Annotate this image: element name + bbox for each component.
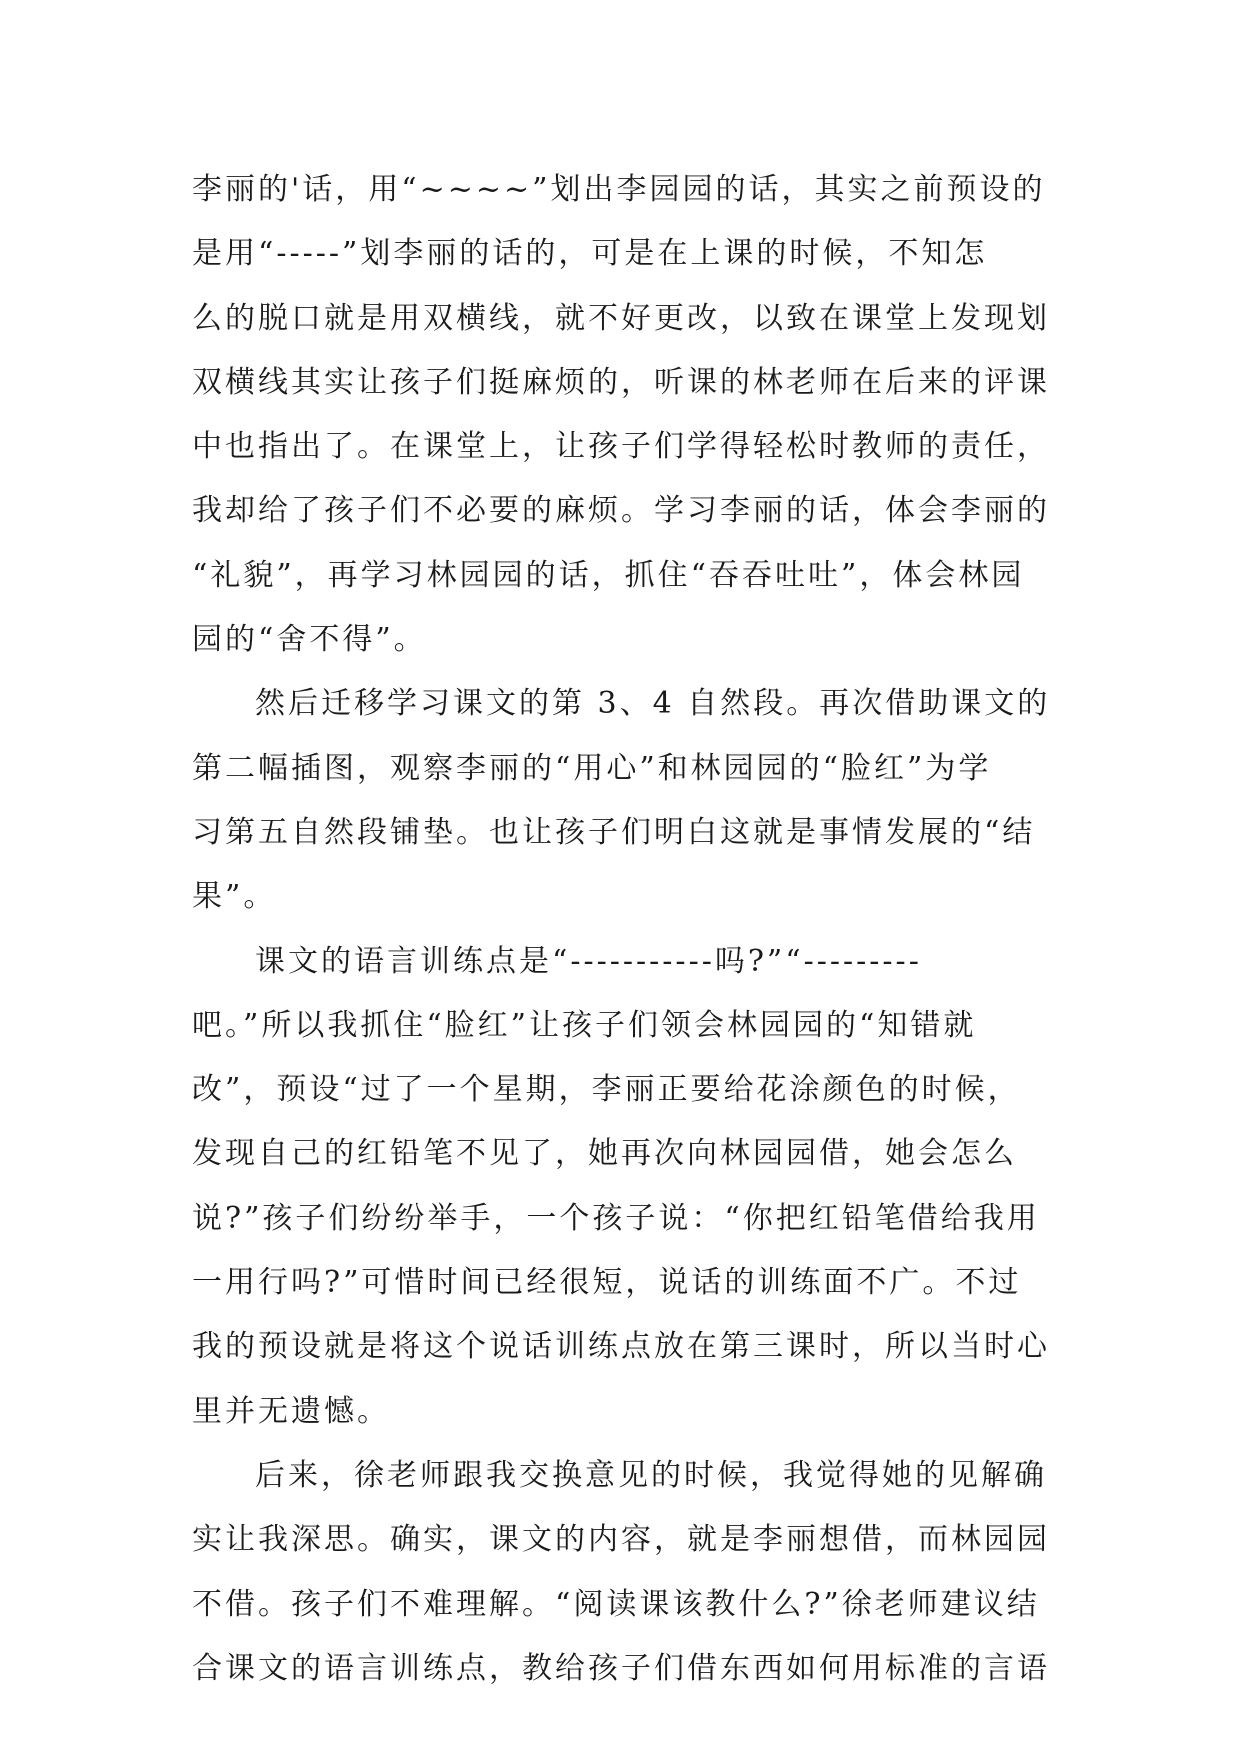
text-line: 后来，徐老师跟我交换意见的时候，我觉得她的见解确 bbox=[255, 1457, 1047, 1493]
text-line: 实让我深思。确实，课文的内容，就是李丽想借，而林园园 bbox=[192, 1522, 1050, 1558]
body-text bbox=[192, 158, 1052, 1701]
text-line: 改”，预设“过了一个星期，李丽正要给花涂颜色的时候， bbox=[192, 1072, 1021, 1108]
text-line: 李丽的'话，用“~~~~”划出李园园的话，其实之前预设的 bbox=[192, 172, 1046, 207]
text-line: 说?”孩子们纷纷举手，一个孩子说：“你把红铅笔借给我用 bbox=[192, 1200, 1040, 1236]
text-line: 双横线其实让孩子们挺麻烦的，听课的林老师在后来的评课 bbox=[192, 364, 1050, 400]
text-line: “礼貌”，再学习林园园的话，抓住“吞吞吐吐”，体会林园 bbox=[192, 557, 1025, 593]
text-line: 不借。孩子们不难理解。“阅读课该教什么?”徐老师建议结 bbox=[192, 1586, 1040, 1622]
text-line: 习第五自然段铺垫。也让孩子们明白这就是事情发展的“结 bbox=[192, 814, 1036, 850]
text-line: 发现自己的红铅笔不见了，她再次向林园园借，她会怎么 bbox=[192, 1136, 1017, 1172]
text-line: 么的脱口就是用双横线，就不好更改，以致在课堂上发现划 bbox=[192, 300, 1050, 336]
text-line: 合课文的语言训练点，教给孩子们借东西如何用标准的言语 bbox=[192, 1650, 1050, 1686]
text-line: 果”。 bbox=[192, 879, 277, 915]
text-line: 课文的语言训练点是“-----------吗?”“--------- bbox=[255, 943, 922, 979]
text-line: 然后迁移学习课文的第 3、4 自然段。再次借助课文的 bbox=[255, 686, 1051, 722]
text-line: 一用行吗?”可惜时间已经很短，说话的训练面不广。不过 bbox=[192, 1265, 1022, 1301]
text-line: 我却给了孩子们不必要的麻烦。学习李丽的话，体会李丽的 bbox=[192, 493, 1050, 529]
text-line: 是用“-----”划李丽的话的，可是在上课的时候，不知怎 bbox=[192, 236, 988, 272]
text-line: 中也指出了。在课堂上，让孩子们学得轻松时教师的责任， bbox=[192, 429, 1050, 465]
text-line: 吧。”所以我抓住“脸红”让孩子们领会林园园的“知错就 bbox=[192, 1007, 977, 1043]
text-line: 园的“舍不得”。 bbox=[192, 622, 427, 658]
text-line: 我的预设就是将这个说话训练点放在第三课时，所以当时心 bbox=[192, 1329, 1050, 1365]
text-line: 第二幅插图，观察李丽的“用心”和林园园的“脸红”为学 bbox=[192, 750, 992, 786]
text-line: 里并无遗憾。 bbox=[192, 1393, 390, 1429]
